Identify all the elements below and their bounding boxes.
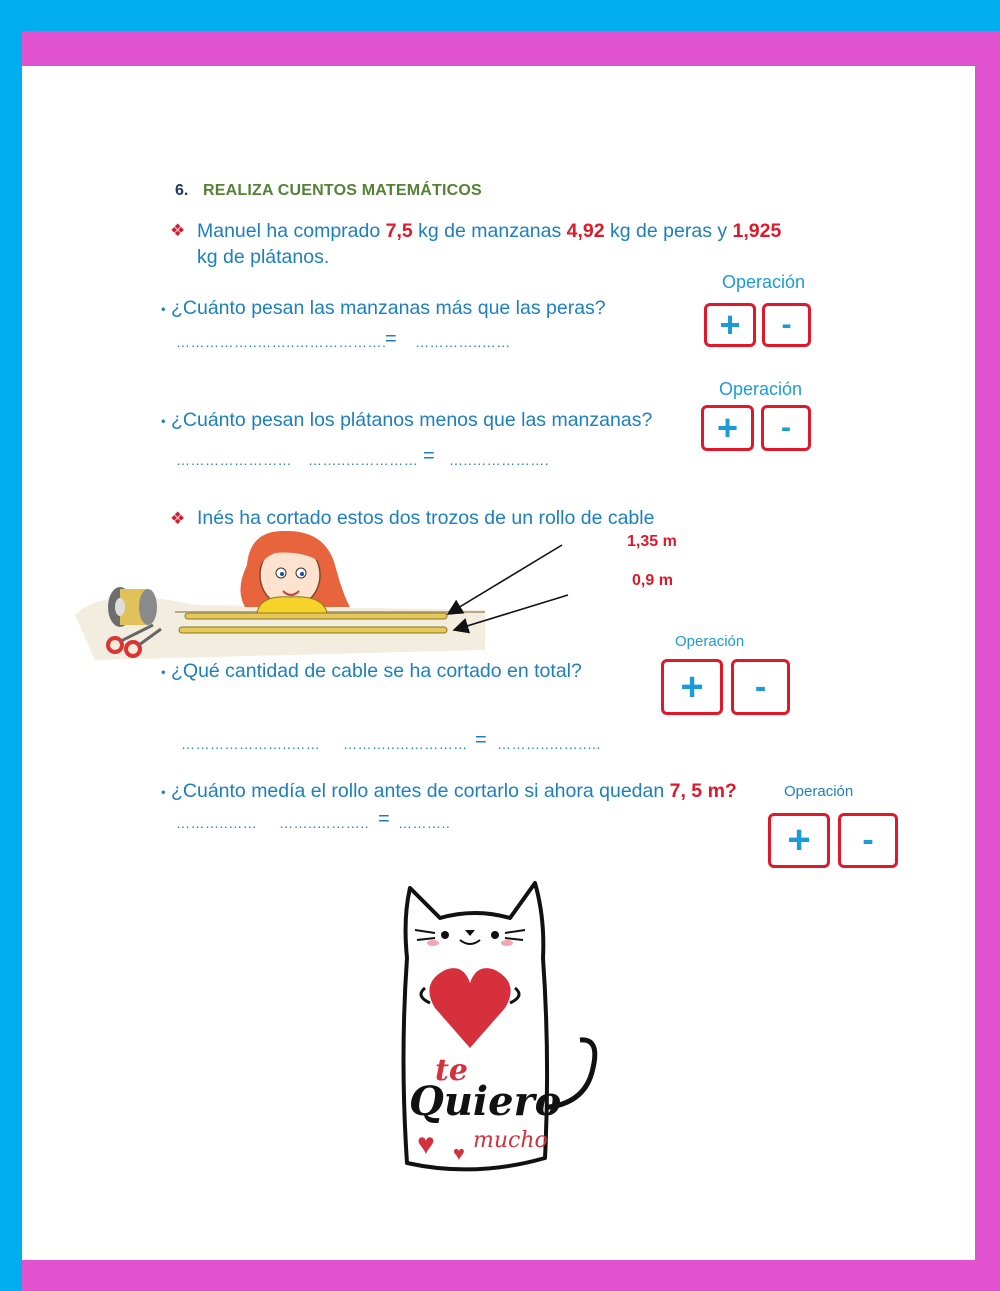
answer-blank-q1-a[interactable]: ……………..……..………………. xyxy=(176,334,387,350)
question-3: • ¿Qué cantidad de cable se ha cortado en total? xyxy=(161,660,582,682)
plus-button-q1[interactable]: + xyxy=(704,303,756,347)
answer-blank-q2-a[interactable]: …………………… xyxy=(176,452,292,468)
plus-button-q3[interactable]: + xyxy=(661,659,723,715)
pears-weight: 4,92 xyxy=(566,220,605,242)
equals-sign-q2: = xyxy=(423,445,435,467)
apples-weight: 7,5 xyxy=(385,220,413,242)
minus-button-q4[interactable]: - xyxy=(838,813,898,868)
question-4-text: ¿Cuánto medía el rollo antes de cortarlo si ahora quedan xyxy=(170,780,665,802)
operation-label-q3: Operación xyxy=(675,633,745,650)
answer-blank-q4-a[interactable]: ………..…… xyxy=(176,815,258,831)
question-3-text: ¿Qué cantidad de cable se ha cortado en total? xyxy=(170,660,582,682)
remaining-length: 7, 5 m? xyxy=(669,780,737,802)
question-2-text: ¿Cuánto pesan los plátanos menos que las manzanas? xyxy=(170,409,653,431)
minus-button-q2[interactable]: - xyxy=(761,405,811,451)
answer-blank-q2-c[interactable]: …..……………. xyxy=(449,452,550,468)
answer-blank-q3-b[interactable]: ………..…………… xyxy=(343,736,468,752)
operation-label-q1: Operación xyxy=(722,272,806,292)
girl-cable-illustration xyxy=(75,525,495,665)
answer-blank-q3-c[interactable]: ………..……..… xyxy=(497,736,602,752)
diamond-bullet-icon: ❖ xyxy=(170,221,186,240)
minus-button-q1[interactable]: - xyxy=(762,303,811,347)
question-4: • ¿Cuánto medía el rollo antes de cortarlo si ahora quedan 7, 5 m? xyxy=(161,780,737,802)
answer-blank-q2-b[interactable]: ……..…………… xyxy=(308,452,419,468)
exercise-title: REALIZA CUENTOS MATEMÁTICOS xyxy=(203,182,482,199)
heart-icon: ♥ xyxy=(417,1128,435,1161)
plus-button-q2[interactable]: + xyxy=(701,405,754,451)
operation-label-q4: Operación xyxy=(784,783,854,800)
question-1-text: ¿Cuánto pesan las manzanas más que las peras? xyxy=(170,297,606,319)
arrow-to-long-cable xyxy=(448,545,562,614)
sticker-text-te: te xyxy=(435,1053,468,1088)
problem1-statement xyxy=(197,218,877,270)
exercise-number: 6. xyxy=(175,182,189,199)
answer-blank-q4-c[interactable]: ……….. xyxy=(398,815,451,831)
diamond-bullet-icon: ❖ xyxy=(170,509,186,528)
cat-heart-sticker xyxy=(395,878,610,1178)
question-2: • ¿Cuánto pesan los plátanos menos que las manzanas? xyxy=(161,409,653,431)
answer-blank-q3-a[interactable]: …………………..…… xyxy=(181,736,321,752)
cable-length-1: 1,35 m xyxy=(627,533,677,550)
minus-button-q3[interactable]: - xyxy=(731,659,790,715)
cable-length-2: 0,9 m xyxy=(632,572,673,589)
operation-label-q2: Operación xyxy=(719,379,803,399)
equals-sign-q3: = xyxy=(475,729,487,751)
problem2-statement: Inés ha cortado estos dos trozos de un rollo de cable xyxy=(197,507,655,529)
cable-arrows xyxy=(440,540,580,640)
bananas-weight: 1,925 xyxy=(732,220,782,242)
question-1: • ¿Cuánto pesan las manzanas más que las peras? xyxy=(161,297,606,319)
problem1-text-c: kg de peras y xyxy=(610,220,728,242)
answer-blank-q1-b[interactable]: …………..…… xyxy=(415,334,511,350)
problem1-text-d: kg de plátanos. xyxy=(197,246,330,268)
plus-button-q4[interactable]: + xyxy=(768,813,830,868)
answer-blank-q4-b[interactable]: ……..……….. xyxy=(279,815,370,831)
equals-sign-q4: = xyxy=(378,808,390,830)
equals-sign-q1: = xyxy=(385,328,397,350)
problem1-text-a: Manuel ha comprado xyxy=(197,220,381,242)
sticker-text-quiero: Quiero xyxy=(409,1078,562,1125)
heart-icon: ♥ xyxy=(453,1143,465,1165)
problem1-text-b: kg de manzanas xyxy=(418,220,562,242)
sticker-text-mucho: mucho xyxy=(473,1128,548,1153)
